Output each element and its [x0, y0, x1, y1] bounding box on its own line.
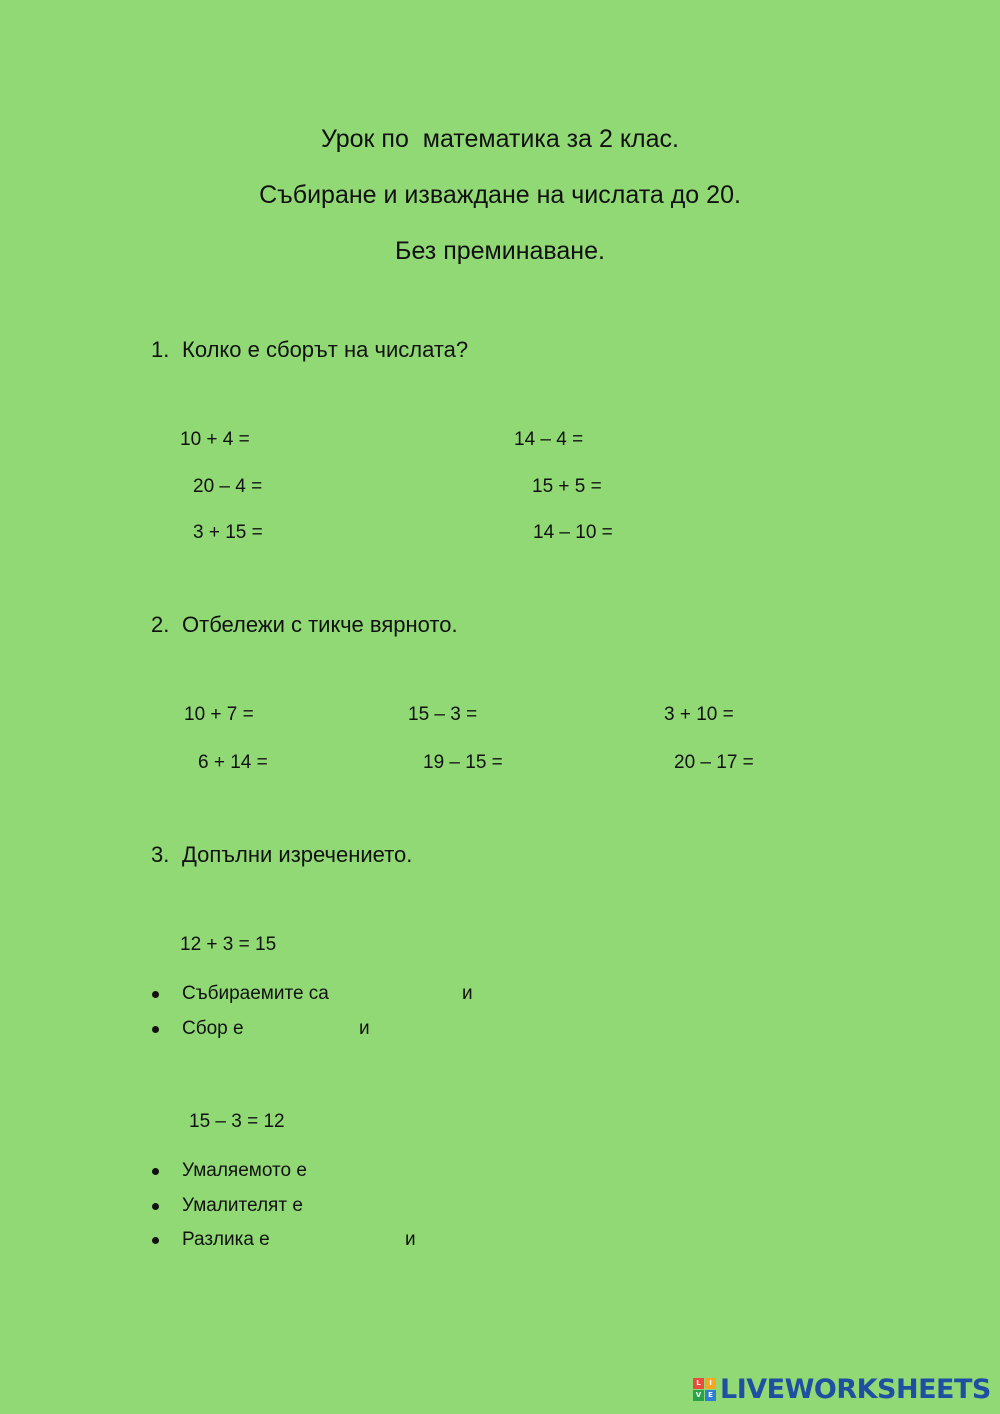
task1-exercise: 20 – 4 = [193, 476, 263, 497]
task1-exercise: 14 – 4 = [514, 429, 584, 450]
task1-exercise: 15 + 5 = [532, 476, 602, 497]
task1-exercise: 10 + 4 = [180, 429, 250, 450]
fill-in-label: Умаляемото е [182, 1160, 307, 1181]
logo-letter: I [705, 1378, 716, 1389]
bullet-icon [152, 1203, 159, 1210]
bullet-icon [152, 991, 159, 998]
fill-in-conjunction: и [359, 1018, 370, 1039]
logo-letter: V [693, 1390, 704, 1401]
task3-example: 12 + 3 = 15 [180, 934, 277, 955]
brand-name: LIVEWORKSHEETS [720, 1373, 991, 1405]
fill-in-label: Разлика е [182, 1229, 270, 1250]
task2-exercise: 20 – 17 = [674, 752, 754, 773]
task2-exercise: 19 – 15 = [423, 752, 503, 773]
task3-number: 3. [151, 842, 170, 867]
liveworksheets-brand [693, 1372, 991, 1406]
task2-title: Отбележи с тикче вярното. [182, 612, 458, 637]
task3-title: Допълни изречението. [182, 842, 413, 867]
task2-exercise: 15 – 3 = [408, 704, 478, 725]
fill-in-conjunction: и [462, 983, 473, 1004]
page-title: Урок по математика за 2 клас. [320, 125, 679, 153]
logo-letter: L [693, 1378, 704, 1389]
task2-exercise: 10 + 7 = [184, 704, 254, 725]
task1-exercise: 3 + 15 = [193, 522, 263, 543]
task2-number: 2. [151, 612, 170, 637]
bullet-icon [152, 1168, 159, 1175]
task1-number: 1. [151, 337, 170, 362]
task1-exercise: 14 – 10 = [533, 522, 613, 543]
bullet-icon [152, 1026, 159, 1033]
task3-example: 15 – 3 = 12 [189, 1111, 285, 1132]
task1-title: Колко е сборът на числата? [182, 337, 469, 362]
page-subtitle-2: Без преминаване. [395, 237, 605, 265]
fill-in-conjunction: и [405, 1229, 416, 1250]
task2-exercise: 3 + 10 = [664, 704, 734, 725]
liveworksheets-logo-icon [693, 1378, 716, 1401]
fill-in-label: Сбор е [182, 1018, 244, 1039]
fill-in-label: Събираемите са [182, 983, 329, 1004]
bullet-icon [152, 1237, 159, 1244]
fill-in-label: Умалителят е [182, 1195, 303, 1216]
logo-letter: E [705, 1390, 716, 1401]
page-subtitle: Събиране и изваждане на числата до 20. [259, 181, 741, 209]
task2-exercise: 6 + 14 = [198, 752, 268, 773]
